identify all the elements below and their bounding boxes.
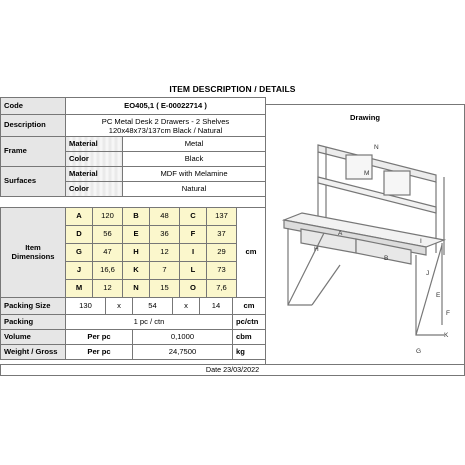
drawing-label-e: E (436, 292, 441, 299)
dimension-value-m: 12 (93, 280, 123, 298)
dimension-key-o: O (180, 280, 207, 298)
item-dimensions-label: Item Dimensions (1, 208, 66, 298)
dimension-key-a: A (66, 208, 93, 226)
drawing-label-f: F (446, 310, 450, 317)
packing-size-unit: cm (233, 298, 266, 315)
weight-value: 24,7500 (133, 345, 233, 360)
surfaces-material-label: Material (66, 167, 123, 182)
right-leg-brace (416, 245, 442, 335)
drawing-label-g: G (416, 348, 422, 355)
dimension-value-b: 48 (150, 208, 180, 226)
dimension-key-g: G (66, 244, 93, 262)
packing-size-sep-1: x (106, 298, 133, 315)
packing-size-length: 130 (66, 298, 106, 315)
dimension-key-c: C (180, 208, 207, 226)
dimension-key-n: N (123, 280, 150, 298)
drawing-label-a: A (338, 230, 343, 237)
dimension-value-d: 56 (93, 226, 123, 244)
volume-unit: cbm (233, 330, 266, 345)
packing-value: 1 pc / ctn (66, 315, 233, 330)
volume-value: 0,1000 (133, 330, 233, 345)
packing-size-label: Packing Size (1, 298, 66, 315)
frame-material-label: Material (66, 137, 123, 152)
dimension-key-f: F (180, 226, 207, 244)
item-info-table (0, 97, 266, 197)
packing-size-sep-2: x (173, 298, 200, 315)
dimension-value-n: 15 (150, 280, 180, 298)
surfaces-color-label: Color (66, 182, 123, 197)
volume-label: Volume (1, 330, 66, 345)
surfaces-label: Surfaces (1, 167, 66, 197)
dimension-value-l: 73 (207, 262, 237, 280)
frame-color-value: Black (123, 152, 266, 167)
frame-color-label: Color (66, 152, 123, 167)
dimension-value-h: 12 (150, 244, 180, 262)
description-line-1: PC Metal Desk 2 Drawers - 2 Shelves (101, 116, 230, 126)
drawing-label-i: I (420, 238, 422, 245)
date-text: Date 23/03/2022 (205, 365, 260, 374)
dimension-key-b: B (123, 208, 150, 226)
dimension-value-c: 137 (207, 208, 237, 226)
packing-unit: pc/ctn (233, 315, 266, 330)
desk-drawing (266, 125, 464, 365)
description-value (66, 115, 266, 137)
weight-label: Weight / Gross (1, 345, 66, 360)
dimension-value-k: 7 (150, 262, 180, 280)
dimension-key-i: I (180, 244, 207, 262)
dimension-value-o: 7,6 (207, 280, 237, 298)
dimension-key-l: L (180, 262, 207, 280)
date-footer (0, 364, 465, 376)
frame-material-value: Metal (123, 137, 266, 152)
drawing-label-m: M (364, 170, 370, 177)
dimension-key-e: E (123, 226, 150, 244)
dimension-value-i: 29 (207, 244, 237, 262)
weight-per-label: Per pc (66, 345, 133, 360)
dimensions-unit: cm (237, 208, 266, 298)
packing-label: Packing (1, 315, 66, 330)
description-label: Description (1, 115, 66, 137)
drawing-panel (265, 104, 465, 365)
dimension-key-k: K (123, 262, 150, 280)
dimension-value-g: 47 (93, 244, 123, 262)
middle-shelf (318, 177, 436, 213)
dimension-key-m: M (66, 280, 93, 298)
dimensions-table (0, 207, 266, 298)
dimension-key-d: D (66, 226, 93, 244)
sheet-title: ITEM DESCRIPTION / DETAILS (169, 84, 296, 94)
drawing-label-k: K (444, 332, 449, 339)
dimension-value-a: 120 (93, 208, 123, 226)
weight-unit: kg (233, 345, 266, 360)
foot-bar (312, 265, 340, 305)
surfaces-material-value: MDF with Melamine (123, 167, 266, 182)
dimension-value-e: 36 (150, 226, 180, 244)
dimension-key-h: H (123, 244, 150, 262)
surfaces-color-value: Natural (123, 182, 266, 197)
frame-label: Frame (1, 137, 66, 167)
description-line-2: 120x48x73/137cm Black / Natural (108, 125, 223, 135)
drawing-label-b: B (384, 255, 389, 262)
shelf-box-right (384, 171, 410, 195)
code-label: Code (1, 98, 66, 115)
dimension-value-f: 37 (207, 226, 237, 244)
code-value: EO405,1 ( E-00022714 ) (66, 98, 266, 115)
drawing-label-h: H (314, 246, 319, 253)
packing-size-width: 54 (133, 298, 173, 315)
packing-table (0, 297, 266, 360)
dimension-value-j: 16,6 (93, 262, 123, 280)
drawing-title: Drawing (350, 113, 380, 122)
packing-size-height: 14 (200, 298, 233, 315)
drawing-label-j: J (426, 270, 430, 277)
drawing-label-n: N (374, 144, 379, 151)
volume-per-label: Per pc (66, 330, 133, 345)
dimension-key-j: J (66, 262, 93, 280)
